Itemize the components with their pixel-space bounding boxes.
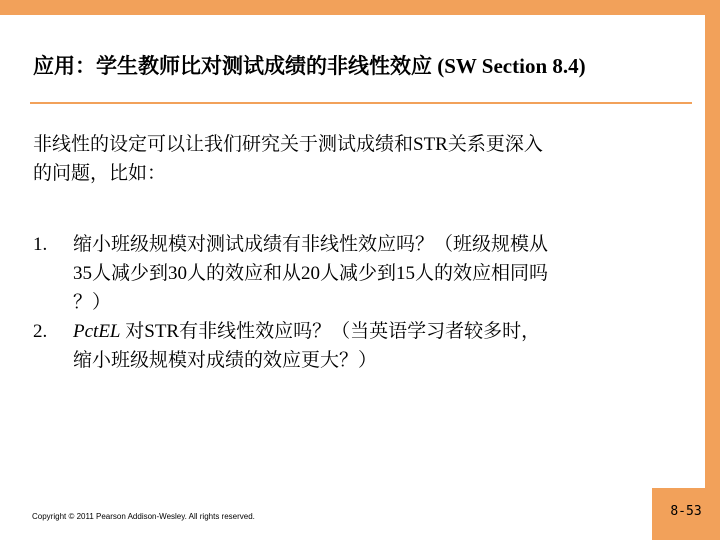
copyright-footer: Copyright © 2011 Pearson Addison-Wesley. All rights reserved. xyxy=(32,512,255,521)
list-item-line xyxy=(73,317,683,346)
list-item-line: 缩小班级规模对测试成绩有非线性效应吗？（班级规模从 xyxy=(73,234,549,255)
intro-line: 非线性的设定可以让我们研究关于测试成绩和STR关系更深入 xyxy=(33,134,543,155)
list-item-line: 35人减少到30人的效应和从20人减少到15人的效应相同吗 xyxy=(73,263,549,284)
list-item-number: 2. xyxy=(33,321,48,342)
title-divider xyxy=(30,102,692,104)
list-item xyxy=(33,230,683,317)
question-list xyxy=(33,230,683,375)
list-item-number: 1. xyxy=(33,234,48,255)
slide-title: 应用：学生教师比对测试成绩的非线性效应 (SW Section 8.4) xyxy=(33,54,586,78)
list-item xyxy=(33,317,683,375)
list-item-text: 对STR有非线性效应吗？（当英语学习者较多时， xyxy=(120,321,541,342)
page-number: 8-53 xyxy=(670,504,702,519)
list-item-line: 缩小班级规模对成绩的效应更大？） xyxy=(73,350,378,371)
intro-line: 的问题，比如： xyxy=(33,163,167,184)
variable-name: PctEL xyxy=(73,321,121,342)
list-item-line: ？） xyxy=(73,292,112,313)
right-border xyxy=(705,0,720,540)
top-border xyxy=(0,0,720,15)
page-number-box xyxy=(652,488,720,540)
intro-text xyxy=(33,130,683,188)
